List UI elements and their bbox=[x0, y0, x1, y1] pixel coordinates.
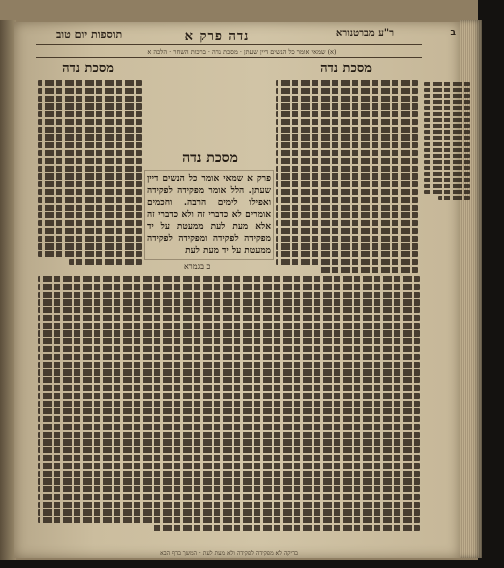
running-head-left: תוספות יום טוב bbox=[56, 28, 123, 41]
book-page bbox=[14, 22, 460, 558]
bottom-catchline: בדיקה לא מפקידה לפקידה ולא מעת לעת · המשך בדף הבא bbox=[160, 550, 298, 557]
right-column-title: מסכת נדה bbox=[320, 61, 372, 76]
mishnah-block bbox=[144, 170, 274, 260]
running-head-right: ר"ע מברטנורא bbox=[335, 28, 394, 39]
outer-margin-notes bbox=[424, 82, 470, 242]
center-title: מסכת נדה bbox=[182, 150, 238, 166]
left-column-title: מסכת נדה bbox=[62, 61, 114, 76]
page-number: ב bbox=[450, 28, 456, 38]
running-head-center: נדה פרק א bbox=[184, 29, 250, 44]
mishnah-end-mark: כ בגמרא bbox=[184, 262, 211, 271]
lower-commentary-block bbox=[38, 276, 420, 546]
header-rule bbox=[36, 44, 422, 45]
top-rule bbox=[36, 57, 422, 58]
header-subline: (א) שמאי אומר כל הנשים דיין שעתן · מסכת נדה · ברכות השחר · הלכה א bbox=[147, 48, 337, 56]
right-commentary-block bbox=[276, 80, 418, 276]
mishnah-text: פרק א שמאי אומר כל הנשים דיין שעתן. הלל אומר מפקידה לפקידה ואפילו לימים הרבה. וחכמים אומרים לא כדברי זה ולא כדברי זה אלא מעת לעת ממעטת על יד מפקידה לפקידה ומפקידה לפקידה ממעטת על יד מעת לעת bbox=[147, 174, 271, 256]
left-commentary-block bbox=[38, 80, 142, 270]
